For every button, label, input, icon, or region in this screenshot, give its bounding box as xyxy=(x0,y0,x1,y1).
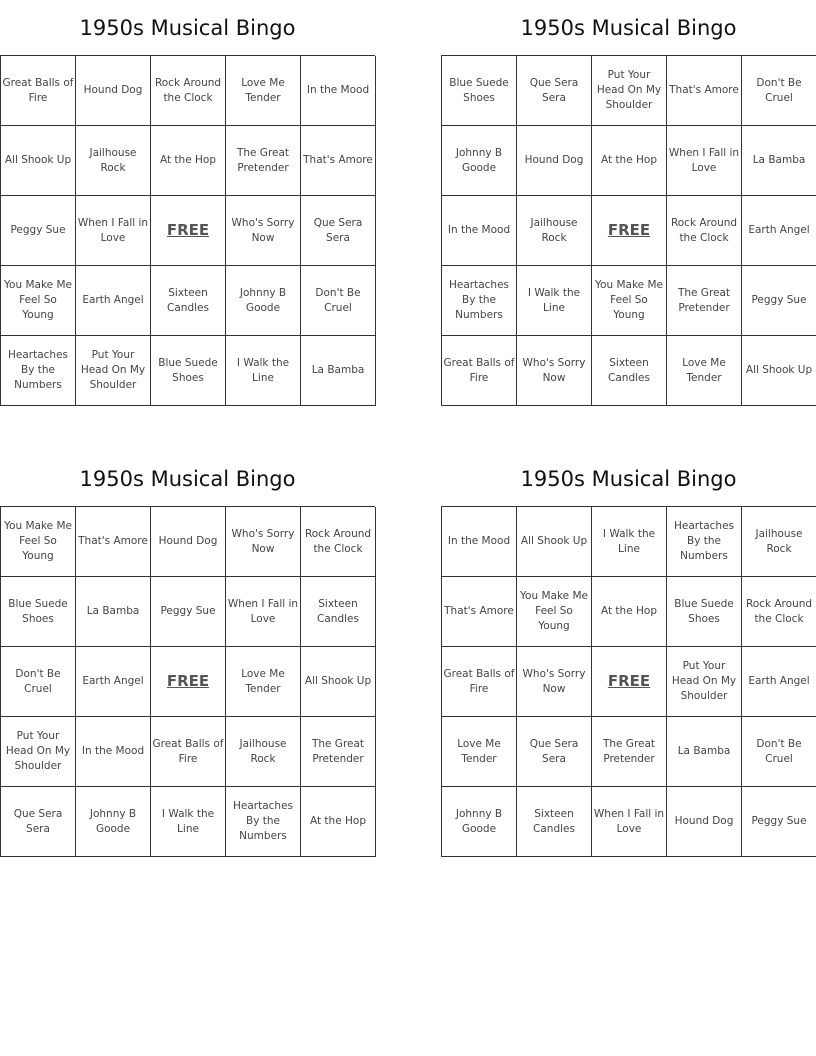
bingo-cell: Peggy Sue xyxy=(151,577,226,647)
bingo-card-4 xyxy=(441,451,816,857)
bingo-cell: Rock Around the Clock xyxy=(667,196,742,266)
bingo-cell: Johnny B Goode xyxy=(442,126,517,196)
bingo-cell: I Walk the Line xyxy=(592,507,667,577)
bingo-cell: Peggy Sue xyxy=(1,196,76,266)
bingo-cell: Heartaches By the Numbers xyxy=(667,507,742,577)
bingo-cell: Earth Angel xyxy=(742,196,816,266)
bingo-cell: Put Your Head On My Shoulder xyxy=(667,647,742,717)
bingo-cell: You Make Me Feel So Young xyxy=(592,266,667,336)
bingo-cell: That's Amore xyxy=(442,577,517,647)
bingo-cell: I Walk the Line xyxy=(517,266,592,336)
bingo-cell: The Great Pretender xyxy=(301,717,376,787)
bingo-grid xyxy=(441,55,816,406)
bingo-cell: Don't Be Cruel xyxy=(742,717,816,787)
bingo-cell: Peggy Sue xyxy=(742,266,816,336)
bingo-cell: Heartaches By the Numbers xyxy=(442,266,517,336)
bingo-cell: Who's Sorry Now xyxy=(517,336,592,406)
free-space: FREE xyxy=(592,647,667,717)
bingo-cell: In the Mood xyxy=(301,56,376,126)
bingo-cell: Who's Sorry Now xyxy=(226,507,301,577)
bingo-cell: Rock Around the Clock xyxy=(151,56,226,126)
bingo-cell: Heartaches By the Numbers xyxy=(226,787,301,857)
bingo-cell: Great Balls of Fire xyxy=(442,647,517,717)
bingo-cell: All Shook Up xyxy=(301,647,376,717)
bingo-cell: Blue Suede Shoes xyxy=(667,577,742,647)
bingo-cell: Don't Be Cruel xyxy=(301,266,376,336)
bingo-cell: Great Balls of Fire xyxy=(1,56,76,126)
bingo-cell: Rock Around the Clock xyxy=(742,577,816,647)
bingo-cell: All Shook Up xyxy=(1,126,76,196)
bingo-cell: In the Mood xyxy=(76,717,151,787)
bingo-cell: Hound Dog xyxy=(76,56,151,126)
bingo-cell: Peggy Sue xyxy=(742,787,816,857)
bingo-cell: Don't Be Cruel xyxy=(742,56,816,126)
bingo-cell: Johnny B Goode xyxy=(226,266,301,336)
bingo-grid xyxy=(441,506,816,857)
bingo-cell: Earth Angel xyxy=(76,647,151,717)
bingo-cell: Put Your Head On My Shoulder xyxy=(592,56,667,126)
bingo-cell: That's Amore xyxy=(667,56,742,126)
bingo-cell: Que Sera Sera xyxy=(1,787,76,857)
bingo-cell: Hound Dog xyxy=(667,787,742,857)
bingo-cell: Who's Sorry Now xyxy=(226,196,301,266)
bingo-cell: Great Balls of Fire xyxy=(442,336,517,406)
bingo-cell: You Make Me Feel So Young xyxy=(517,577,592,647)
bingo-cell: The Great Pretender xyxy=(226,126,301,196)
bingo-cell: In the Mood xyxy=(442,196,517,266)
bingo-cell: Que Sera Sera xyxy=(517,717,592,787)
bingo-cell: Johnny B Goode xyxy=(76,787,151,857)
bingo-cell: Earth Angel xyxy=(76,266,151,336)
bingo-cell: When I Fall in Love xyxy=(76,196,151,266)
bingo-cell: Que Sera Sera xyxy=(517,56,592,126)
bingo-cell: Love Me Tender xyxy=(667,336,742,406)
bingo-cell: Hound Dog xyxy=(517,126,592,196)
card-title: 1950s Musical Bingo xyxy=(520,466,737,491)
card-title: 1950s Musical Bingo xyxy=(79,466,296,491)
bingo-cell: I Walk the Line xyxy=(151,787,226,857)
bingo-cell: Que Sera Sera xyxy=(301,196,376,266)
bingo-cell: When I Fall in Love xyxy=(592,787,667,857)
bingo-cell: Sixteen Candles xyxy=(151,266,226,336)
bingo-cell: Don't Be Cruel xyxy=(1,647,76,717)
free-space: FREE xyxy=(151,647,226,717)
card-title: 1950s Musical Bingo xyxy=(520,15,737,40)
bingo-cell: Rock Around the Clock xyxy=(301,507,376,577)
free-space: FREE xyxy=(592,196,667,266)
bingo-grid xyxy=(0,55,375,406)
bingo-card-3 xyxy=(0,451,375,857)
bingo-cell: Jailhouse Rock xyxy=(517,196,592,266)
bingo-cell: Great Balls of Fire xyxy=(151,717,226,787)
bingo-cell: La Bamba xyxy=(76,577,151,647)
bingo-cell: La Bamba xyxy=(301,336,376,406)
bingo-grid xyxy=(0,506,375,857)
free-space: FREE xyxy=(151,196,226,266)
bingo-cell: The Great Pretender xyxy=(592,717,667,787)
bingo-cell: At the Hop xyxy=(151,126,226,196)
bingo-cell: Love Me Tender xyxy=(226,647,301,717)
bingo-cell: That's Amore xyxy=(76,507,151,577)
bingo-cell: That's Amore xyxy=(301,126,376,196)
bingo-cell: Heartaches By the Numbers xyxy=(1,336,76,406)
bingo-cell: Sixteen Candles xyxy=(517,787,592,857)
card-title: 1950s Musical Bingo xyxy=(79,15,296,40)
bingo-cell: La Bamba xyxy=(742,126,816,196)
bingo-cell: I Walk the Line xyxy=(226,336,301,406)
bingo-cell: In the Mood xyxy=(442,507,517,577)
bingo-cell: You Make Me Feel So Young xyxy=(1,507,76,577)
bingo-cell: Sixteen Candles xyxy=(592,336,667,406)
bingo-cell: At the Hop xyxy=(592,577,667,647)
bingo-cell: Put Your Head On My Shoulder xyxy=(76,336,151,406)
bingo-cell: At the Hop xyxy=(301,787,376,857)
bingo-card-1 xyxy=(0,0,375,406)
bingo-cell: Jailhouse Rock xyxy=(226,717,301,787)
bingo-cell: All Shook Up xyxy=(517,507,592,577)
bingo-cell: The Great Pretender xyxy=(667,266,742,336)
bingo-cell: Blue Suede Shoes xyxy=(1,577,76,647)
bingo-cell: Jailhouse Rock xyxy=(742,507,816,577)
bingo-cell: Jailhouse Rock xyxy=(76,126,151,196)
bingo-cell: At the Hop xyxy=(592,126,667,196)
bingo-cell: Blue Suede Shoes xyxy=(151,336,226,406)
bingo-card-2 xyxy=(441,0,816,406)
bingo-cell: You Make Me Feel So Young xyxy=(1,266,76,336)
bingo-cell: La Bamba xyxy=(667,717,742,787)
bingo-cell: Earth Angel xyxy=(742,647,816,717)
bingo-cell: Blue Suede Shoes xyxy=(442,56,517,126)
bingo-cell: Love Me Tender xyxy=(442,717,517,787)
bingo-cell: When I Fall in Love xyxy=(667,126,742,196)
bingo-cell: Love Me Tender xyxy=(226,56,301,126)
bingo-cell: Put Your Head On My Shoulder xyxy=(1,717,76,787)
bingo-cell: All Shook Up xyxy=(742,336,816,406)
bingo-cell: Sixteen Candles xyxy=(301,577,376,647)
bingo-cell: Who's Sorry Now xyxy=(517,647,592,717)
bingo-cell: Johnny B Goode xyxy=(442,787,517,857)
bingo-cell: Hound Dog xyxy=(151,507,226,577)
bingo-cell: When I Fall in Love xyxy=(226,577,301,647)
